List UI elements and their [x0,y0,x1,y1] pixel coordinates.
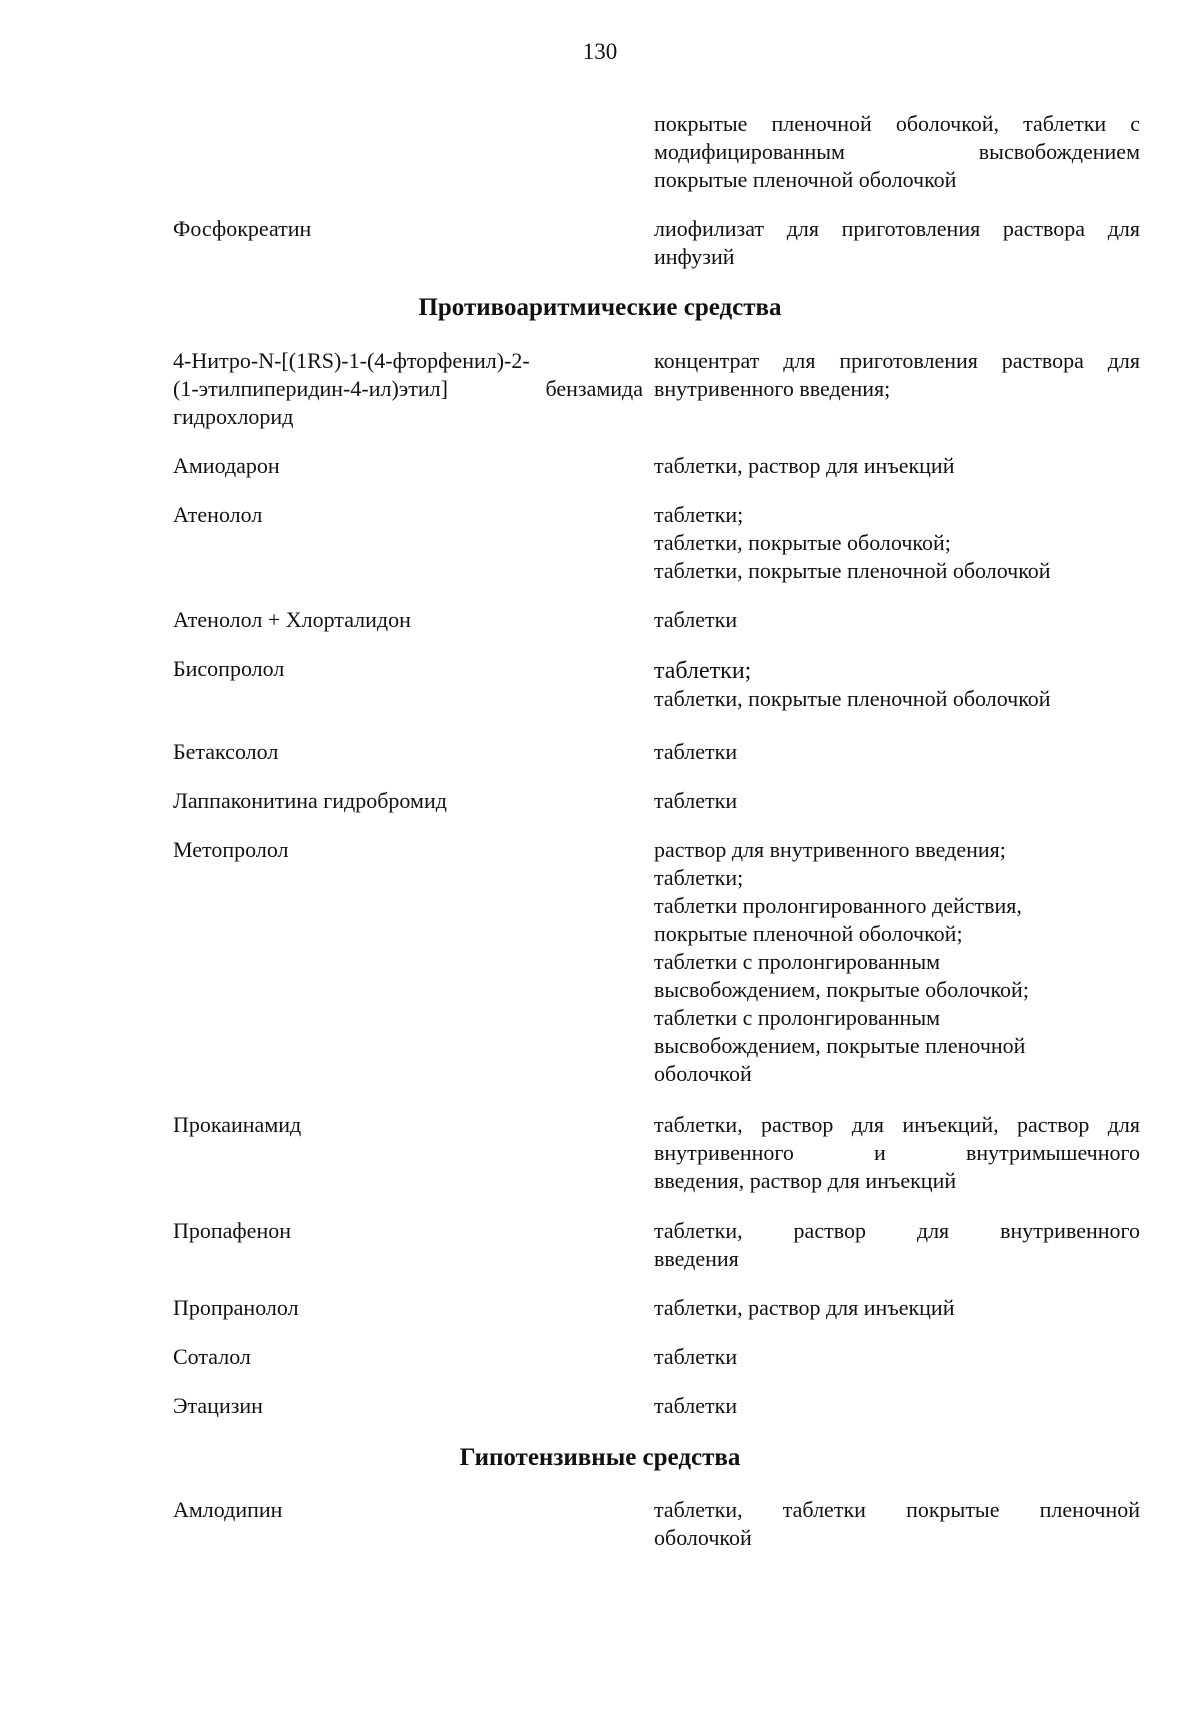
form-line: оболочкой [654,1061,752,1086]
dosage-form [654,1343,1140,1371]
form-line: таблетки, раствор для инъекций, раствор для [654,1112,1140,1137]
form-line: таблетки пролонгированного действия, [654,893,1022,918]
form-line: таблетки с пролонгированным [654,949,941,974]
drug-name [173,738,643,766]
drug-name [173,215,643,243]
form-line: покрытые пленочной оболочкой, таблетки с [654,111,1140,136]
drug-name-line: Бисопролол [173,656,285,681]
drug-name [173,1343,643,1371]
drug-name-line: Амиодарон [173,453,280,478]
dosage-form-continuation [654,110,1140,194]
form-line: таблетки [654,788,738,813]
form-line: введения [654,1246,739,1271]
drug-name [173,1392,643,1420]
drug-name-line: Атенолол + Хлорталидон [173,607,411,632]
drug-name-line: Метопролол [173,837,289,862]
drug-name [173,787,643,815]
drug-name [173,655,643,683]
drug-name [173,606,643,634]
dosage-form [654,836,1140,1088]
form-line: таблетки; [654,658,752,684]
drug-name [173,1294,643,1322]
drug-name [173,501,643,529]
drug-name [173,452,643,480]
form-line: инфузий [654,244,735,269]
drug-name-line: Этацизин [173,1393,263,1418]
dosage-form [654,787,1140,815]
form-line: таблетки, раствор для инъекций [654,453,955,478]
form-line: лиофилизат для приготовления раствора для [654,216,1140,241]
form-line: покрытые пленочной оболочкой [654,167,957,192]
drug-name [173,1217,643,1245]
form-line: таблетки с пролонгированным [654,1005,941,1030]
form-line: таблетки; [654,865,744,890]
drug-name-line: (1-этилпиперидин-4-ил)этил] бензамида [173,376,643,401]
page-number: 130 [582,39,618,64]
dosage-form [654,1392,1140,1420]
drug-name-line: 4-Нитро-N-[(1RS)-1-(4-фторфенил)-2- [173,348,530,373]
drug-name [173,347,643,431]
section-heading-antihypertensive: Гипотензивные средства [459,1444,741,1471]
drug-name [173,836,643,864]
dosage-form [654,1111,1140,1195]
form-line: концентрат для приготовления раствора для [654,348,1140,373]
dosage-form [654,1496,1140,1552]
dosage-form [654,738,1140,766]
form-line: таблетки, таблетки покрытые пленочной [654,1497,1140,1522]
drug-name-line: Амлодипин [173,1497,283,1522]
section-heading-antiarrhythmic: Противоаритмические средства [418,294,782,321]
form-line: таблетки [654,1344,738,1369]
dosage-form [654,1294,1140,1322]
form-line: таблетки, раствор для инъекций [654,1295,955,1320]
form-line: внутривенного и внутримышечного [654,1140,1140,1165]
form-line: таблетки [654,607,738,632]
dosage-form [654,606,1140,634]
dosage-form [654,347,1140,403]
drug-name-line: Пропафенон [173,1218,291,1243]
form-line: модифицированным высвобождением [654,139,1140,164]
form-line: высвобождением, покрытые оболочкой; [654,977,1029,1002]
form-line: высвобождением, покрытые пленочной [654,1033,1026,1058]
form-line: таблетки, раствор для внутривенного [654,1218,1140,1243]
drug-name-line: Лаппаконитина гидробромид [173,788,447,813]
drug-name-line: Атенолол [173,502,263,527]
dosage-form [654,501,1140,585]
dosage-form [654,215,1140,271]
form-line: таблетки, покрытые пленочной оболочкой [654,686,1051,711]
drug-name-line: Соталол [173,1344,251,1369]
form-line: таблетки [654,1393,738,1418]
form-line: таблетки; [654,502,744,527]
form-line: таблетки, покрытые пленочной оболочкой [654,558,1051,583]
drug-name-line: Пропранолол [173,1295,299,1320]
drug-name-line: Прокаинамид [173,1112,302,1137]
dosage-form [654,657,1140,713]
form-line: таблетки [654,739,738,764]
drug-name [173,1496,643,1524]
form-line: раствор для внутривенного введения; [654,837,1006,862]
dosage-form [654,452,1140,480]
form-line: введения, раствор для инъекций [654,1168,957,1193]
dosage-form [654,1217,1140,1273]
drug-name [173,1111,643,1139]
form-line: внутривенного введения; [654,376,891,401]
form-line: покрытые пленочной оболочкой; [654,921,963,946]
form-line: таблетки, покрытые оболочкой; [654,530,951,555]
drug-name-line: Фосфокреатин [173,216,312,241]
form-line: оболочкой [654,1525,752,1550]
drug-name-line: гидрохлорид [173,404,294,429]
drug-name-line: Бетаксолол [173,739,279,764]
